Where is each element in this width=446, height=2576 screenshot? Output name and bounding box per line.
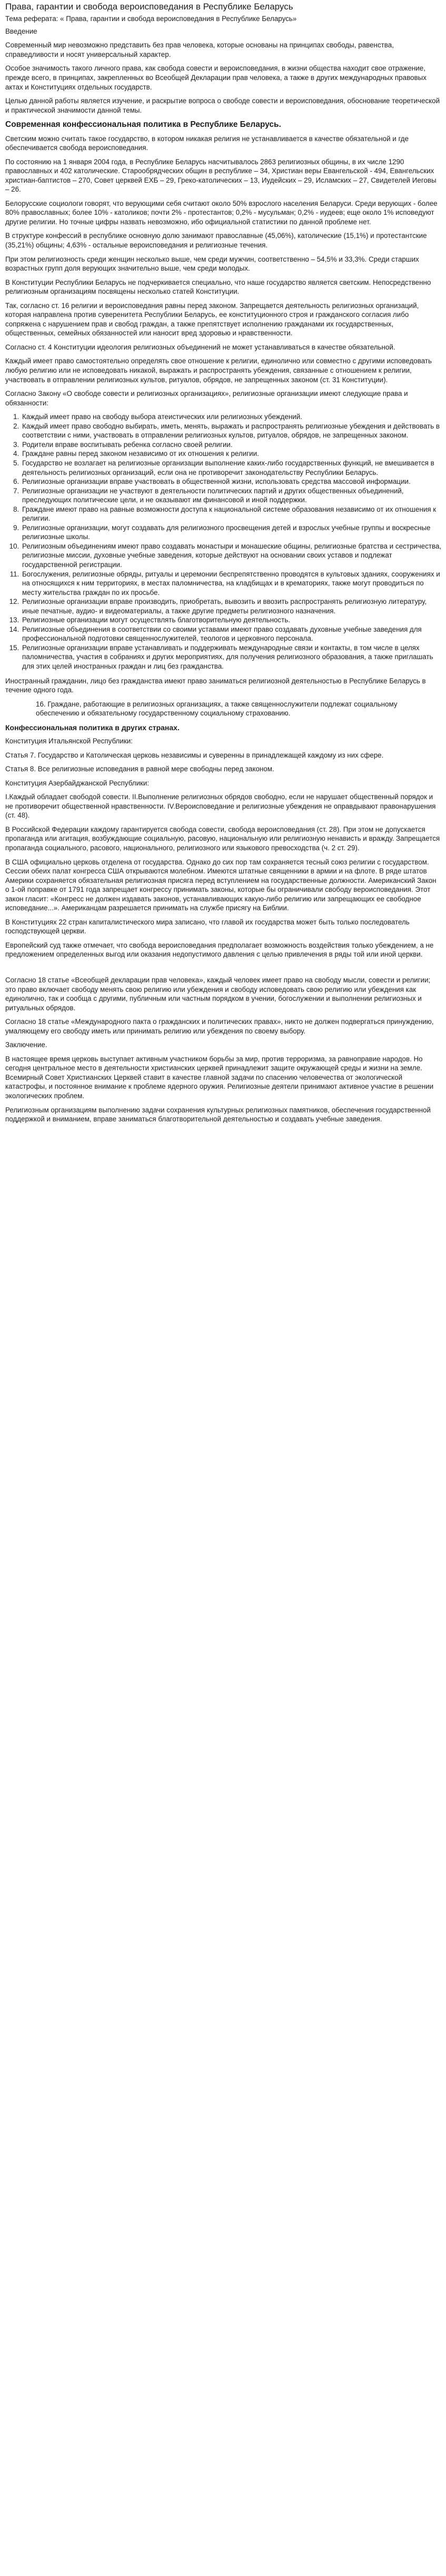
paragraph: Статья 8. Все религиозные исповедания в равной мере свободны перед законом. bbox=[5, 765, 274, 773]
paragraph: Согласно Закону «О свободе совести и религиозных организациях», религиозные организации имеют следующие права и обязанности: bbox=[5, 390, 408, 407]
intro-section bbox=[5, 41, 442, 115]
paragraph: В США официально церковь отделена от государства. Однако до сих пор там сохраняется тесный союз религии с государством. Сессии обеих палат конгресса США открываются молебном. Имеются штатные священники в армии и на флоте. В ряде штатов Америки сохраняется обязательная религиозная присяга перед вступлением на государственные должности. Американский Закон о 1-ой поправке от 1791 года запрещает конгрессу принимать законы, которые бы ограничивали свободу вероисповедания. Этот закон гласит: «Конгресс не должен издавать законов, устанавливающих какую-либо религию или запрещающих ее свободное исповедание...». Американцам разрешается принимать на службе присягу на Библии. bbox=[5, 858, 437, 912]
paragraph: 16. Граждане, работающие в религиозных организациях, а также священнослужители подлежат социальному обеспечению и обязательному государственному социальному страхованию. bbox=[36, 700, 398, 718]
document-subtitle: Тема реферата: « Права, гарантии и свобода вероисповедания в Республике Беларусь» bbox=[5, 15, 297, 23]
list-item: 12. Религиозные организации вправе производить, приобретать, вывозить и ввозить распространять религиозную литературу, иные печатные, аудио- и видеоматериалы, а также другие предметы религиозного назначения. bbox=[21, 597, 442, 615]
paragraph: По состоянию на 1 января 2004 года, в Республике Беларусь насчитывалось 2863 религиозных общины, в их числе 1290 православных и 402 католические. Старообрядческих общин в республике – 34, Христиан веры Евангельской - 494, Евангельских христиан-баптистов – 270, Совет церквей ЕХБ – 29, Греко-католических – 13, Иудейских – 29, Исламских – 27, Свидетелей Иеговы – 26. bbox=[5, 157, 437, 194]
paragraph: Согласно 18 статье «Всеобщей декларации прав человека», каждый человек имеет право на свободу мысли, совести и религии; это право включает свободу менять свою религию или убеждения и свободу исповедовать свою религию или убеждения как единолично, так и сообща с другими, публичным или частным порядком в учении, богослужении и выполнении религиозных и ритуальных обрядов. bbox=[5, 976, 431, 1012]
section-heading: Современная конфессиональная политика в Республике Беларусь. bbox=[5, 120, 281, 130]
list-item: 7. Религиозные организации не участвуют в деятельности политических партий и других общественных объединений, преследующих политические цели, и не оказывают им финансовой и иной поддержки. bbox=[21, 486, 442, 505]
conclusion-heading: Заключение. bbox=[5, 1041, 47, 1049]
list-item: 14. Религиозные объединения в соответствии со своими уставами имеют право создавать духовные учебные заведения для профессиональной подготовки священнослужителей, теологов и церковного персонала. bbox=[21, 625, 442, 643]
subheading: Конституция Итальянской Республики: bbox=[5, 737, 133, 745]
rights-list bbox=[5, 412, 442, 671]
section-heading: Конфессиональная политика в других странах. bbox=[5, 723, 180, 732]
spacer bbox=[5, 964, 442, 976]
paragraph: В Конституциях 22 стран капиталистического мира записано, что главой их государства может быть только последователь господствующей церкви. bbox=[5, 918, 410, 936]
paragraph: В Российской Федерации каждому гарантируется свобода совести, свобода вероисповедания (ст. 28). При этом не допускается пропаганда или агитация, возбуждающие социальную, расовую, национальную или религиозную ненависть и вражду. Запрещается пропаганда социального, расового, национального, религиозного или языкового превосходства (ч. 2 ст. 29). bbox=[5, 825, 440, 852]
list-item: 6. Религиозные организации вправе участвовать в общественной жизни, использовать средства массовой информации. bbox=[21, 477, 442, 486]
list-item: 13. Религиозные организации могут осуществлять благотворительную деятельность. bbox=[21, 615, 442, 625]
paragraph: Современный мир невозможно представить без прав человека, которые основаны на принципах свободы, равенства, справедливости и носят универсальный характер. bbox=[5, 41, 394, 58]
paragraph: Европейский суд также отмечает, что свобода вероисповедания предполагает возможность воздействия только убеждением, а не предложением определенных выгод или оказания недопустимого давления с целью привлечения в ряды той или иной церкви. bbox=[5, 941, 434, 959]
paragraph: При этом религиозность среди женщин несколько выше, чем среди мужчин, соответственно – 54,5% и 33,3%. Среди старших возрастных групп доля верующих значительно выше, чем среди молодых. bbox=[5, 255, 419, 273]
paragraph: Иностранный гражданин, лицо без гражданства имеют право заниматься религиозной деятельностью в Республике Беларусь в течение одного года. bbox=[5, 677, 426, 694]
list-item: 11. Богослужения, религиозные обряды, ритуалы и церемонии беспрепятственно проводятся в культовых зданиях, сооружениях и на относящихся к ним территориях, в местах паломничества, на кладбищах и в крематориях, также могут проводиться по месту жительства граждан по их просьбе. bbox=[21, 570, 442, 598]
list-item: 10. Религиозным объединениям имеют право создавать монастыри и монашеские общины, религиозные братства и сестричества, религиозные миссии, духовные учебные заведения, которые действуют на основании своих уставов и подлежат государственной регистрации. bbox=[21, 542, 442, 570]
list-item: 8. Граждане имеют право на равные возможности доступа к национальной системе образования независимо от их отношения к религии. bbox=[21, 505, 442, 523]
document bbox=[0, 0, 446, 1124]
paragraph: Религиозным организациям выполнению задачи сохранения культурных религиозных памятников, обеспечения государственной поддержкой и вниманием, вправе заниматься благотворительной деятельностью и создавать учебные заведения. bbox=[5, 1106, 431, 1123]
paragraph: В настоящее время церковь выступает активным участником борьбы за мир, против терроризма, за равноправие народов. Но сегодня центральное место в деятельности христианских церквей принадлежит защите окружающей среды и жизни на земле. Всемирный Совет Христианских Церквей ставит в качестве главной задачи по спасению человечества от экологической катастрофы, и постоянное внимание к проблеме ядерного оружия. Религиозные деятели принимают активное участие в решении экологических проблем. bbox=[5, 1055, 434, 1100]
paragraph: Согласно ст. 4 Конституции идеология религиозных объединений не может устанавливаться в качестве обязательной. bbox=[5, 343, 395, 351]
list-item: 3. Родители вправе воспитывать ребенка согласно своей религии. bbox=[21, 440, 442, 450]
paragraph: І.Каждый обладает свободой совести. ІІ.Выполнение религиозных обрядов свободно, если не нарушает общественный порядок и не противоречит общественной нравственности. ІV.Вероисповедание и религиозные убеждения не оправдывают правонарушения (ст. 48). bbox=[5, 793, 436, 820]
list-item: 9. Религиозные организации, могут создавать для религиозного просвещения детей и взрослых учебные группы и воскресные религиозные школы. bbox=[21, 523, 442, 542]
list-item: 15. Религиозные организации вправе устанавливать и поддерживать международные связи и контакты, в том числе в целях паломничества, участия в собраниях и других мероприятиях, для получения религиозного образования, а также приглашать для этих целей иностранных граждан и лиц без гражданства. bbox=[21, 643, 442, 671]
paragraph: Так, согласно ст. 16 религии и вероисповедания равны перед законом. Запрещается деятельность религиозных организаций, которая направлена против суверенитета Республики Беларусь, ее конституционного строя и гражданского согласия либо сопряжена с нарушением прав и свобод граждан, а также препятствует исполнению гражданами их государственных, общественных, семейных обязанностей или наносит вред здоровью и нравственности. bbox=[5, 301, 419, 337]
paragraph: Особое значимость такого личного права, как свобода совести и вероисповедания, в жизни общества находит свое отражение, прежде всего, в принципах, закрепленных во Всеобщей Декларации прав человека, а также в других международных правовых актах и Конституциях отдельных государств. bbox=[5, 64, 427, 91]
paragraph: В структуре конфессий в республике основную долю занимают православные (45,06%), католические (15,1%) и протестантские (35,21%) общины; 4,63% - остальные вероисповедания и религиозные течения. bbox=[5, 232, 427, 250]
list-item: 5. Государство не возлагает на религиозные организации выполнение каких-либо государственных функций, не вмешивается в деятельность религиозных организаций, если она не противоречит законодательству Республики Беларусь. bbox=[21, 459, 442, 477]
list-item: 1. Каждый имеет право на свободу выбора атеистических или религиозных убеждений. bbox=[21, 412, 442, 422]
paragraph: Согласно 18 статье «Международного пакта о гражданских и политических правах», никто не должен подвергаться принуждению, умаляющему его свободу иметь или принимать религию или убеждения по своему выбору. bbox=[5, 1018, 434, 1035]
paragraph: Белорусские социологи говорят, что верующими себя считают около 50% взрослого населения Беларуси. Среди верующих - более 80% православных; более 10% - католиков; почти 2% - протестантов; 0,2% - мусульман; 0,2% - иудеев; еще около 1% исповедуют другие религии. Но точные цифры назвать невозможно, ибо официальной статистики по данной проблеме нет. bbox=[5, 199, 438, 226]
intro-heading: Введение bbox=[5, 27, 37, 35]
subheading: Конституция Азербайджанской Республики: bbox=[5, 779, 150, 787]
paragraph: Каждый имеет право самостоятельно определять свое отношение к религии, единолично или совместно с другими исповедовать любую религию или не исповедовать никакой, выражать и распространять убеждения, связанные с отношением к религии, участвовать в отправлении религиозных культов, ритуалов, обрядов, не запрещенных законом (ст. 31 Конституции). bbox=[5, 357, 432, 384]
paragraph: Светским можно считать такое государство, в котором никакая религия не устанавливается в качестве обязательной и где обеспечивается свобода вероисповедания. bbox=[5, 134, 409, 152]
document-title: Права, гарантии и свобода вероисповедания в Республике Беларусь bbox=[5, 2, 293, 12]
paragraph: Статья 7. Государство и Католическая церковь независимы и суверенны в принадлежащей каждому из них сфере. bbox=[5, 751, 384, 759]
paragraph: Целью данной работы является изучение, и раскрытие вопроса о свободе совести и вероисповедания, обоснование теоретической и практической значимости данной темы. bbox=[5, 97, 440, 114]
list-item: 2. Каждый имеет право свободно выбирать, иметь, менять, выражать и распространять религиозные убеждения и действовать в соответствии с ними, участвовать в отправлении религиозных культов, ритуалов, обрядов, не запрещенных законом. bbox=[21, 422, 442, 440]
list-item: 4. Граждане равны перед законом независимо от их отношения к религии. bbox=[21, 449, 442, 459]
paragraph: В Конституции Республики Беларусь не подчеркивается специально, что наше государство является светским. Непосредственно религиозным организациям посвящены несколько статей Конституции. bbox=[5, 278, 431, 296]
belarus-section bbox=[5, 134, 442, 408]
